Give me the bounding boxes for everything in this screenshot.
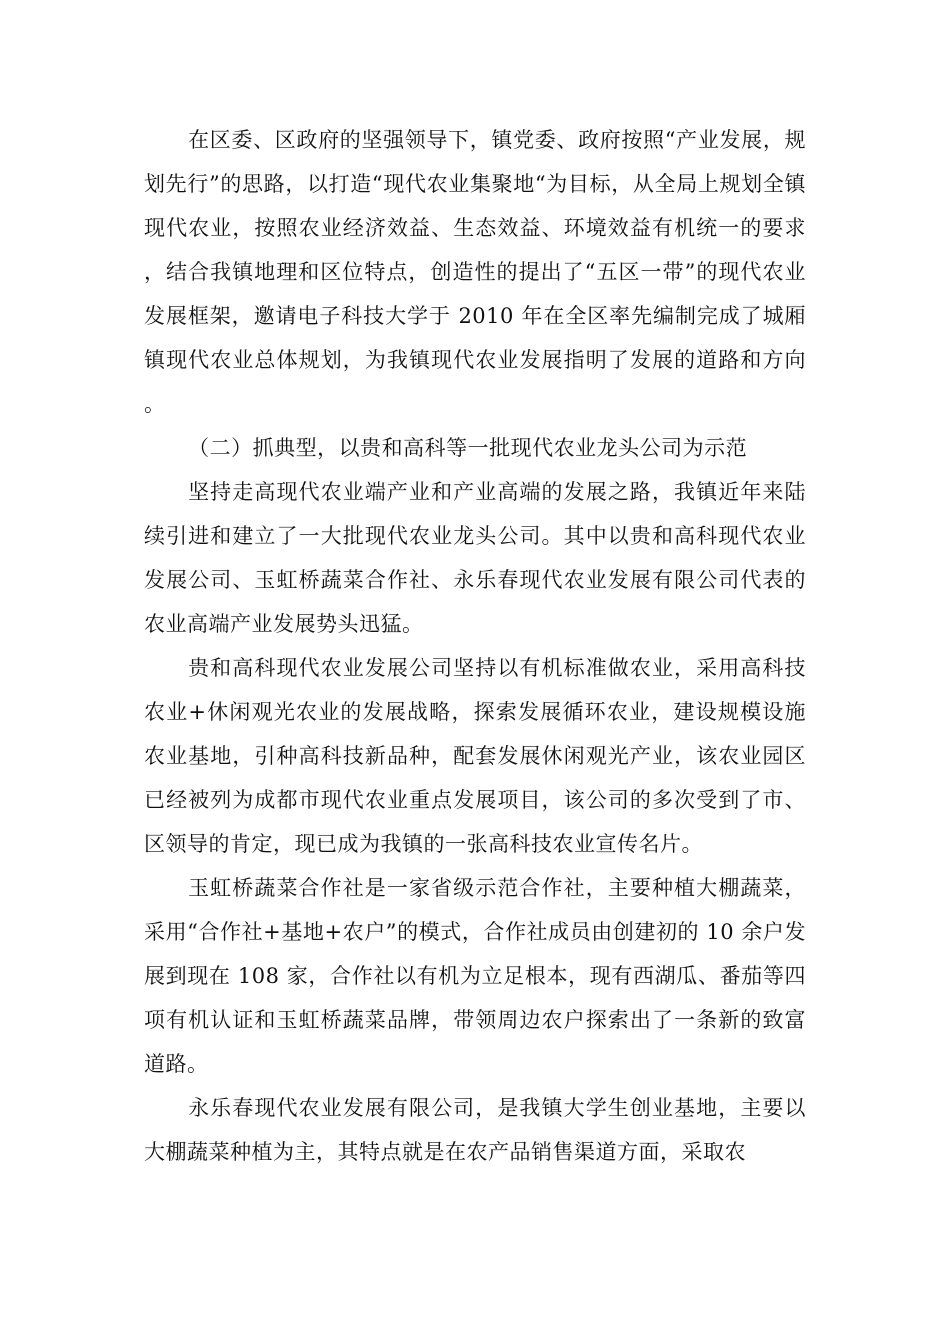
paragraph-yongle-chun: 永乐春现代农业发展有限公司，是我镇大学生创业基地，主要以大棚蔬菜种植为主，其特点就是在农产品销售渠道方面，采取农: [144, 1096, 806, 1164]
paragraph-yuhongqiao: 玉虹桥蔬菜合作社是一家省级示范合作社，主要种植大棚蔬菜，采用“合作社+基地+农户”的模式，合作社成员由创建初的 10 余户发展到现在 108 家，合作社以有机为立足根本，现有西湖瓜、番茄等四项有机认证和玉虹桥蔬菜品牌，带领周边农户探索出了一条新的致富道路。: [144, 876, 806, 1076]
paragraph-guihe-gaoke: 贵和高科现代农业发展公司坚持以有机标准做农业，采用高科技农业+休闲观光农业的发展战略，探索发展循环农业，建设规模设施农业基地，引种高科技新品种，配套发展休闲观光产业，该农业园区已经被列为成都市现代农业重点发展项目，该公司的多次受到了市、区领导的肯定，现已成为我镇的一张高科技农业宣传名片。: [144, 656, 806, 856]
paragraph-leading-companies: 坚持走高现代农业端产业和产业高端的发展之路，我镇近年来陆续引进和建立了一大批现代农业龙头公司。其中以贵和高科现代农业发展公司、玉虹桥蔬菜合作社、永乐春现代农业发展有限公司代表的农业高端产业发展势头迅猛。: [144, 480, 806, 636]
section-heading-2: （二）抓典型，以贵和高科等一批现代农业龙头公司为示范: [188, 436, 748, 460]
paragraph-planning: 在区委、区政府的坚强领导下，镇党委、政府按照“产业发展，规划先行”的思路，以打造“现代农业集聚地“为目标，从全局上规划全镇现代农业，按照农业经济效益、生态效益、环境效益有机统一的要求，结合我镇地理和区位特点，创造性的提出了“五区一带”的现代农业发展框架，邀请电子科技大学于 2010 年在全区率先编制完成了城厢镇现代农业总体规划，为我镇现代农业发展指明了发展的道路和方向。: [144, 128, 806, 416]
document-body: [144, 118, 806, 1174]
